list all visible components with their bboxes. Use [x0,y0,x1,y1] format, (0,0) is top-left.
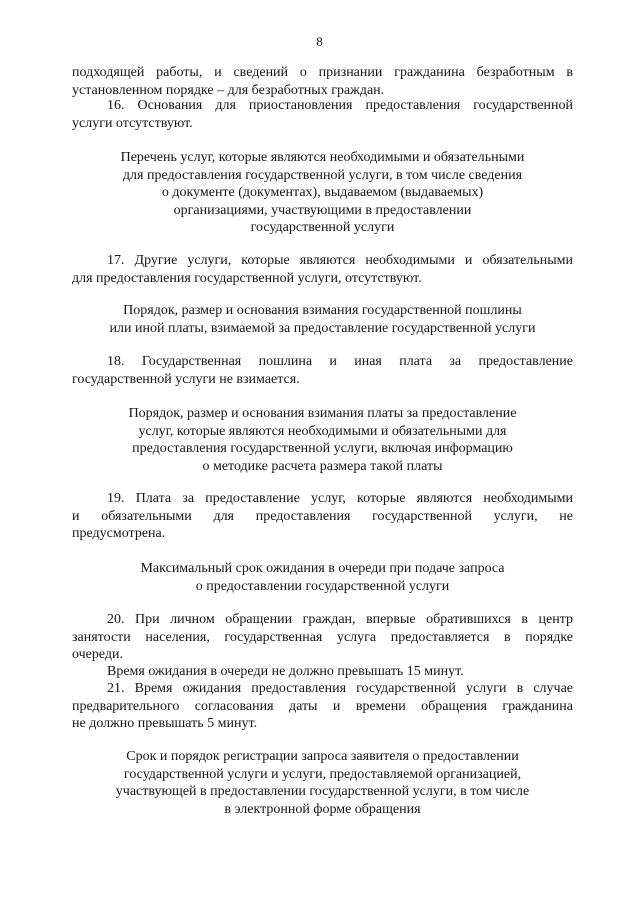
section-heading [72,560,573,595]
paragraph [72,97,573,132]
section-heading [72,748,573,818]
text-line: услуги отсутствуют. [72,115,193,131]
paragraph [72,252,573,287]
text-line: о предоставлении государственной услуги [195,578,450,594]
text-line: или иной платы, взимаемой за предоставление государственной услуги [109,320,536,336]
text-line: предусмотрена. [72,526,166,541]
text-line: Порядок, размер и основания взимания платы за предоставление [128,406,517,421]
text-line: 16. Основания для приостановления предоставления государственной [107,98,573,113]
text-line: о методике расчета размера такой платы [202,458,443,474]
text-line: Перечень услуг, которые являются необходимыми и обязательными [120,150,525,165]
text-line: подходящей работы, и сведений о признании гражданина безработным в [72,65,573,80]
paragraph [72,611,573,664]
paragraph [72,353,573,388]
page-number: 8 [316,34,323,49]
section-heading [72,149,573,237]
text-line: государственной услуги не взимается. [72,371,300,387]
text-line: Порядок, размер и основания взимания государственной пошлины [123,303,522,318]
text-line: для предоставления государственной услуги, отсутствуют. [72,270,422,286]
text-line: Время ожидания в очереди не должно превышать 15 минут. [107,664,464,679]
text-line: очереди. [72,647,124,662]
section-heading [72,405,573,475]
text-line: государственной услуги [250,220,395,235]
text-line: не должно превышать 5 минут. [72,716,258,731]
text-line: предоставления государственной услуги, включая информацию [132,441,513,456]
text-line: занятости населения, государственная услуга предоставляется в порядке [72,629,573,645]
text-line: услуг, которые являются необходимыми и обязательными для [138,423,507,439]
text-line: установленном порядке – для безработных граждан. [72,82,385,98]
text-line: 19. Плата за предоставление услуг, которые являются необходимыми [107,491,573,506]
text-line: Срок и порядок регистрации запроса заявителя о предоставлении [126,749,519,764]
text-line: 20. При личном обращении граждан, впервые обратившихся в центр [107,612,573,627]
paragraph [72,490,573,543]
text-line: 18. Государственная пошлина и иная плата за предоставление [107,354,573,369]
paragraph [72,680,573,733]
text-line: государственной услуги и услуги, предоставляемой организацией, [123,766,522,782]
text-line: 17. Другие услуги, которые являются необходимыми и обязательными [107,253,573,268]
text-line: и обязательными для предоставления государственной услуги, не [72,508,573,524]
paragraph [72,663,573,681]
text-line: 21. Время ожидания предоставления государственной услуги в случае [107,681,573,696]
text-line: для предоставления государственной услуги, в том числе сведения [122,167,523,183]
text-line: о документе (документах), выдаваемом (выдаваемых) [161,185,484,200]
text-line: предварительного согласования даты и времени обращения гражданина [72,698,573,714]
text-line: организациями, участвующими в предоставлении [173,202,472,218]
text-line: в электронной форме обращения [224,801,421,817]
text-line: участвующей в предоставлении государственной услуги, в том числе [115,784,530,799]
section-heading [72,302,573,337]
paragraph [72,64,573,99]
text-line: Максимальный срок ожидания в очереди при подаче запроса [140,561,505,576]
